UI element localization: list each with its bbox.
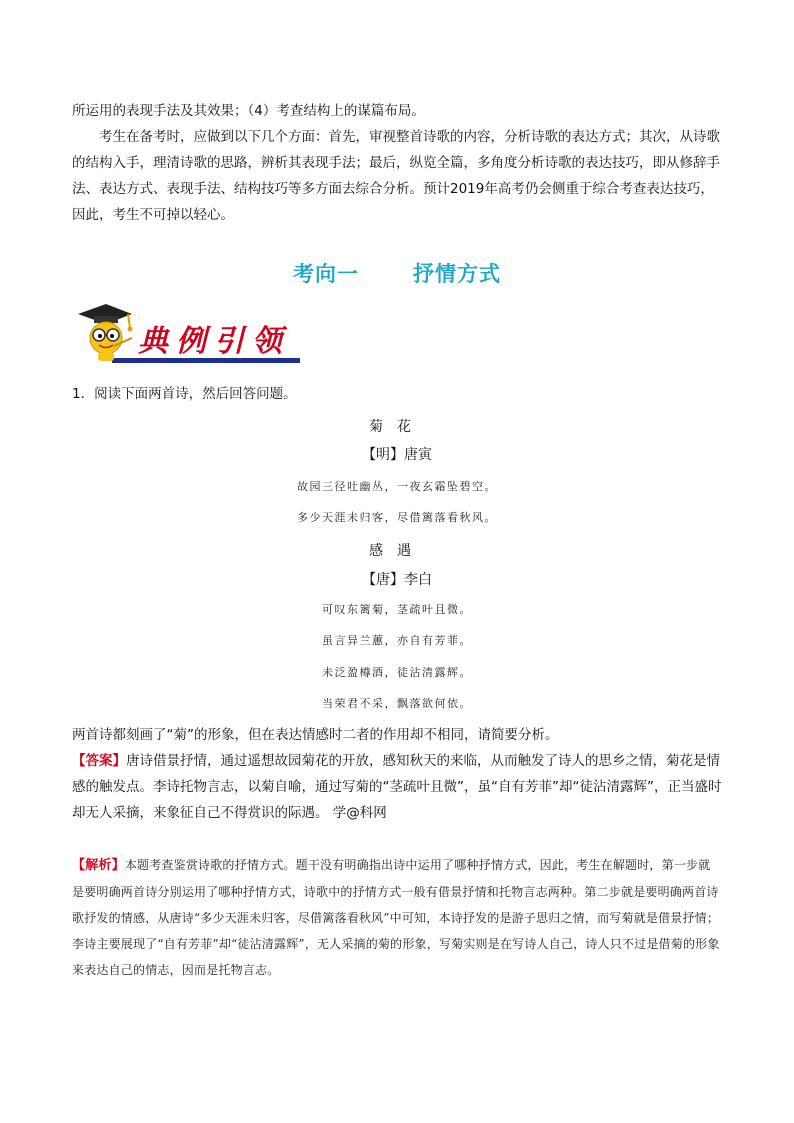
answer-text: 唐诗借景抒情，通过遥想故园菊花的开放，感知秋天的来临，从而触发了诗人的思乡之情，菊花是情感的触发点。李诗托物言志，以菊自喻，通过写菊的“茎疏叶且微”，虽“自有芳菲”却“徒沾清露辉”，正当盛时却无人采摘，来象征自己不得赏识的际遇。 学@科网 [72,753,722,821]
poem2-line: 虽言异兰蕙，亦自有芳菲。 [322,634,472,647]
poem2-line: 未泛盈樽酒，徒沾清露辉。 [322,666,472,679]
poem2-author: 【唐】李白 [362,572,432,588]
poem1-author: 【明】唐寅 [362,447,432,463]
analysis-text: 本题考查鉴赏诗歌的抒情方式。题干没有明确指出诗中运用了哪种抒情方式，因此，考生在解题时，第一步就是要明确两首诗分别运用了哪种抒情方式，诗歌中的抒情方式一般有借景抒情和托物言志两种。第二步就是要明确两首诗歌抒发的情感，从唐诗“多少天涯未归客，尽借篱落看秋风”中可知，本诗抒发的是游子思归之情，而写菊就是借景抒情；李诗主要展现了“自有芳菲”却“徒沾清露辉”，无人采摘的菊的形象，写菊实则是在写诗人自己，诗人只不过是借菊的形象来表达自己的情志，因而是托物言志。 [72,858,720,977]
section-title [0,258,794,288]
poem2-title: 感遇 [369,543,425,559]
poem1-line: 故园三径吐幽丛，一夜玄霜坠碧空。 [297,480,497,493]
analysis-block [72,852,722,983]
poem1-line: 多少天涯未归客，尽借篱落看秋风。 [297,511,497,524]
section-heading: 抒情方式 [413,262,501,286]
answer-label: 【答案】 [72,753,126,769]
intro-paragraph: 考生在备考时，应做到以下几个方面：首先，审视整首诗歌的内容，分析诗歌的表达方式；其次，从诗歌的结构入手，理清诗歌的思路，辨析其表现手法；最后，纵览全篇，多角度分析诗歌的表达技巧，即从修辞手法、表达方式、表现手法、结构技巧等多方面去综合分析。预计2019年高考仍会侧重于综合考查表达技巧，因此，考生不可掉以轻心。 [72,129,720,223]
analysis-label: 【解析】 [72,858,125,873]
banner-title: 典例引领 [138,324,290,359]
answer-block [72,748,722,826]
section-number: 考向一 [293,262,359,286]
poem2-line: 当荣君不采，飘落欲何依。 [322,697,472,710]
poem2-line: 可叹东篱菊，茎疏叶且微。 [322,603,472,616]
question-ask: 两首诗都刻画了“菊”的形象，但在表达情感时二者的作用却不相同，请简要分析。 [72,727,559,743]
poem1-title: 菊花 [369,419,425,435]
question-prompt: 1．阅读下面两首诗，然后回答问题。 [72,386,297,402]
intro-line: 所运用的表现手法及其效果；（4）考查结构上的谋篇布局。 [72,103,425,119]
typical-example-banner [72,298,302,366]
